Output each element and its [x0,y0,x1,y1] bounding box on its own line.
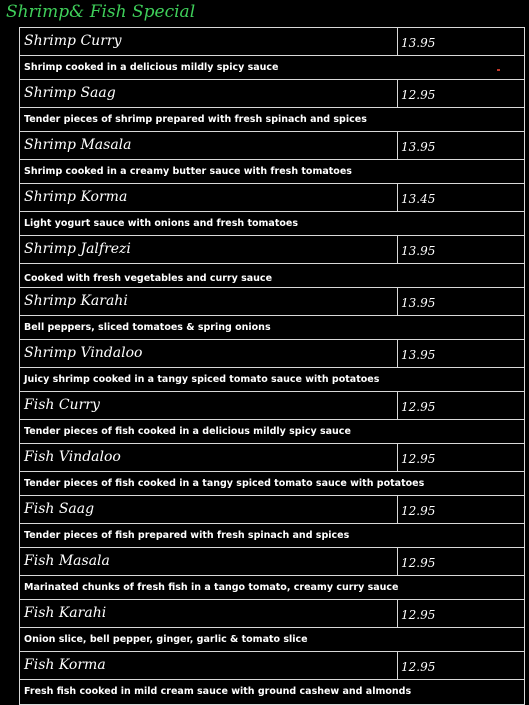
item-price: 12.95 [401,504,436,518]
item-name-row [20,444,524,472]
item-name-row [20,392,524,420]
item-description: Shrimp cooked in a delicious mildly spicy sauce [20,56,524,80]
item-price: 12.95 [401,88,436,102]
item-name-row [20,496,524,524]
item-price: 13.95 [401,36,436,50]
item-price: 12.95 [401,556,436,570]
item-name: Fish Vindaloo [20,444,398,471]
item-description: Light yogurt sauce with onions and fresh tomatoes [20,212,524,236]
menu-item [20,236,524,288]
item-description: Cooked with fresh vegetables and curry sauce [20,264,524,288]
item-name: Fish Curry [20,392,398,419]
item-name-row [20,236,524,264]
item-name-row [20,340,524,368]
menu-item [20,132,524,184]
menu-item [20,340,524,392]
menu-item [20,392,524,444]
item-description: Tender pieces of fish prepared with fresh spinach and spices [20,524,524,548]
item-name: Fish Saag [20,496,398,523]
menu-item [20,600,524,652]
item-name: Fish Karahi [20,600,398,627]
item-description: Tender pieces of fish cooked in a delicious mildly spicy sauce [20,420,524,444]
menu-item [20,28,524,80]
item-name-row [20,184,524,212]
menu-item [20,80,524,132]
item-description: Shrimp cooked in a creamy butter sauce with fresh tomatoes [20,160,524,184]
item-description: Marinated chunks of fresh fish in a tango tomato, creamy curry sauce [20,576,524,600]
menu-table [19,27,525,705]
item-name: Shrimp Korma [20,184,398,211]
item-price: 13.95 [401,140,436,154]
item-description: Tender pieces of fish cooked in a tangy spiced tomato sauce with potatoes [20,472,524,496]
item-name: Shrimp Jalfrezi [20,236,398,263]
item-name: Shrimp Curry [20,28,398,55]
item-price: 13.95 [401,348,436,362]
menu-item [20,652,524,704]
item-price: 13.45 [401,192,436,206]
item-description: Tender pieces of shrimp prepared with fresh spinach and spices [20,108,524,132]
menu-item [20,444,524,496]
item-name-row [20,288,524,316]
item-name-row [20,80,524,108]
section-title: Shrimp& Fish Special [6,2,196,22]
item-price: 12.95 [401,608,436,622]
menu-item [20,548,524,600]
item-price: 13.95 [401,244,436,258]
menu-item [20,184,524,236]
item-name: Shrimp Vindaloo [20,340,398,367]
item-name: Shrimp Masala [20,132,398,159]
item-name: Fish Korma [20,652,398,679]
item-name: Shrimp Karahi [20,288,398,315]
item-description: Bell peppers, sliced tomatoes & spring onions [20,316,524,340]
item-price: 12.95 [401,452,436,466]
item-description: Juicy shrimp cooked in a tangy spiced tomato sauce with potatoes [20,368,524,392]
item-price: 12.95 [401,400,436,414]
item-name: Fish Masala [20,548,398,575]
item-description: Onion slice, bell pepper, ginger, garlic & tomato slice [20,628,524,652]
menu-item [20,496,524,548]
item-name-row [20,28,524,56]
item-name: Shrimp Saag [20,80,398,107]
item-price: 12.95 [401,660,436,674]
item-name-row [20,600,524,628]
item-description: Fresh fish cooked in mild cream sauce with ground cashew and almonds [24,686,412,697]
item-name-row [20,132,524,160]
menu-item [20,288,524,340]
item-price: 13.95 [401,296,436,310]
item-name-row [20,548,524,576]
item-name-row [20,652,524,680]
